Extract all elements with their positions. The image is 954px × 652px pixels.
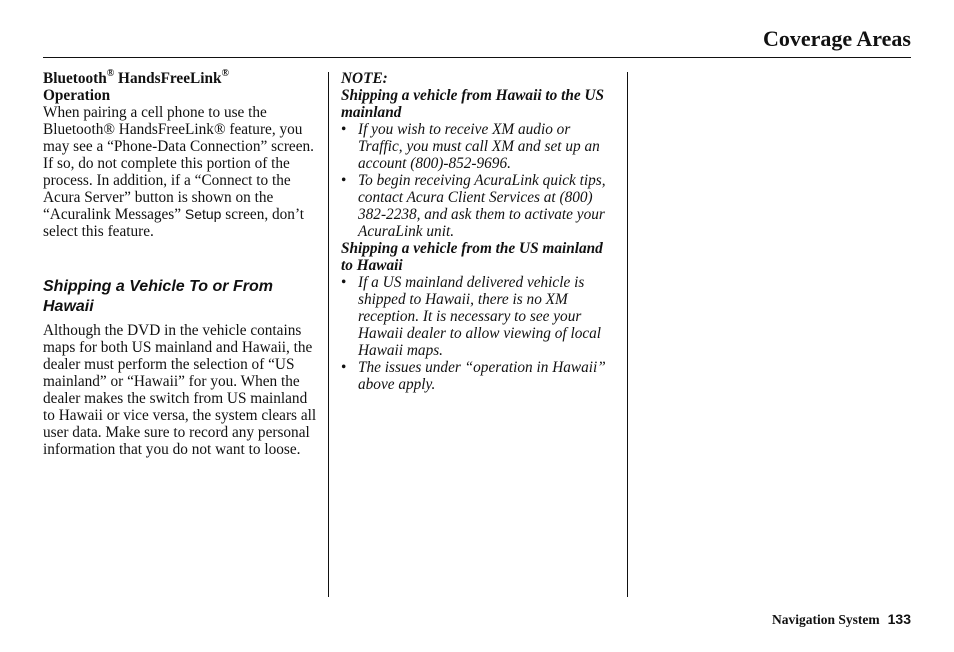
shipping-paragraph: Although the DVD in the vehicle contains maps for both US mainland and Hawaii, the dealer must perform the selection of “US mainland” or “Hawaii” for you. When the dealer makes the switch from US mainland to Hawaii or vice versa, the system clears all user data. Make sure to record any personal information that you do not want to loose. [43, 322, 317, 458]
list-mainland-to-hawaii [341, 274, 616, 393]
left-column [43, 67, 318, 458]
list-item: • If you wish to receive XM audio or Traffic, you must call XM and set up an account (800)-852-9696. [341, 121, 616, 172]
setup-label: Setup [184, 206, 222, 222]
column-divider-left [328, 72, 329, 597]
bluetooth-heading [43, 67, 318, 104]
list-hawaii-to-mainland [341, 121, 616, 240]
page-title: Coverage Areas [762, 26, 911, 51]
bluetooth-text-a: When pairing a cell phone to use the Bluetooth® HandsFreeLink® feature, you may see a “Phone-Data Connection” screen. If so, do not complete this portion of the process. In addition, if a “Connect to the Acura Server” button is shown on the “Acuralink Messages” [43, 104, 314, 223]
bluetooth-text-b: screen, don’t select this feature. [43, 206, 305, 240]
list-item: • The issues under “operation in Hawaii” above apply. [341, 359, 616, 393]
bluetooth-heading-part-b: HandsFreeLink [114, 70, 222, 87]
footer-label: Navigation System [772, 612, 880, 627]
header-divider [43, 57, 911, 58]
bluetooth-paragraph [43, 104, 318, 240]
bluetooth-heading-part-c: Operation [43, 87, 111, 104]
list-item: • To begin receiving AcuraLink quick tips, contact Acura Client Services at (800) 382-2238, and ask them to activate your AcuraLink unit. [341, 172, 616, 240]
bluetooth-heading-part-a: Bluetooth [43, 70, 107, 87]
note-label: NOTE: [341, 70, 388, 87]
list-item: • If a US mainland delivered vehicle is shipped to Hawaii, there is no XM reception. It is necessary to see your Hawaii dealer to allow viewing of local Hawaii maps. [341, 274, 616, 359]
middle-column [341, 70, 616, 393]
subheading-hawaii-to-mainland: Shipping a vehicle from Hawaii to the US mainland [341, 87, 605, 121]
page-footer [772, 611, 911, 629]
registered-mark: ® [106, 67, 115, 79]
registered-mark: ® [221, 67, 229, 79]
column-divider-right [627, 72, 628, 597]
page-number: 133 [887, 611, 911, 627]
subheading-mainland-to-hawaii: Shipping a vehicle from the US mainland to Hawaii [341, 240, 603, 274]
shipping-heading: Shipping a Vehicle To or From Hawaii [43, 278, 273, 315]
